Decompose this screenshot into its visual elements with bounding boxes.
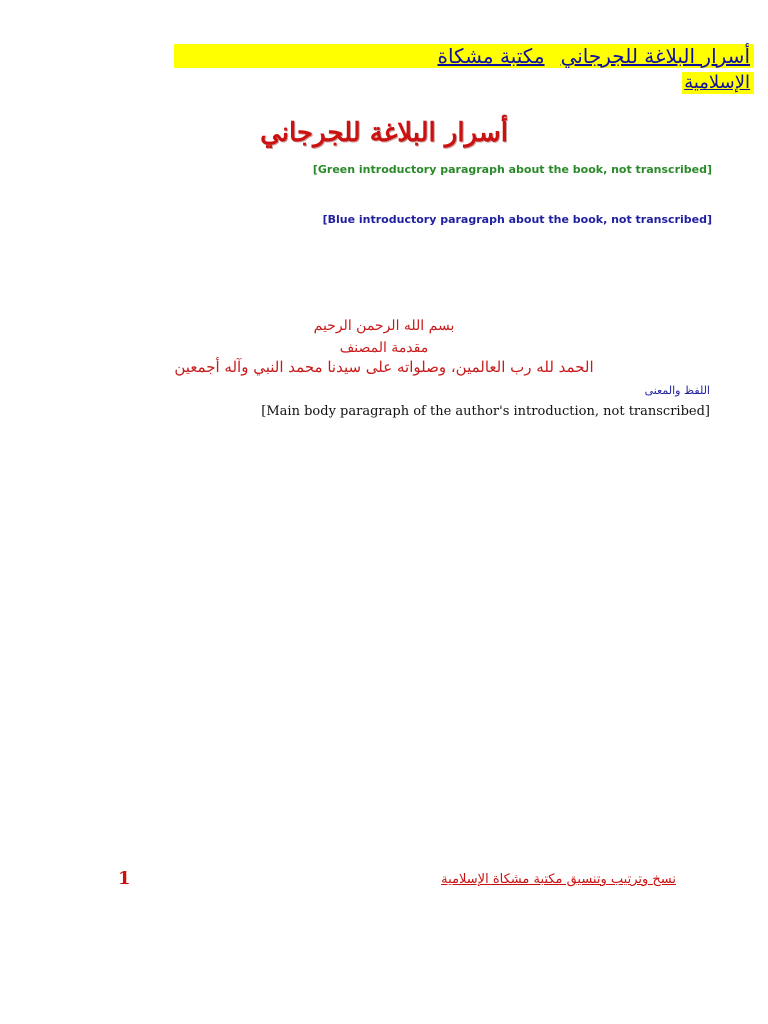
header-library-name: مكتبة مشكاة xyxy=(437,44,545,68)
running-header xyxy=(437,44,750,68)
header-library-name-continued: الإسلامية xyxy=(684,72,750,93)
section-title: مقدمة المصنف xyxy=(339,340,429,356)
body-paragraph: [Main body paragraph of the author's introduction, not transcribed] xyxy=(261,404,710,419)
basmala: بسم الله الرحمن الرحيم xyxy=(313,318,455,334)
opening-praise: الحمد لله رب العالمين، وصلواته على سيدنا محمد النبي وآله أجمعين xyxy=(174,358,594,376)
page-title: أسرار البلاغة للجرجاني xyxy=(260,118,508,148)
footer-credit: نسخ وترتيب وتنسيق مكتبة مشكاة الإسلامية xyxy=(441,872,676,887)
intro-paragraph-green: [Green introductory paragraph about the book, not transcribed] xyxy=(312,163,712,176)
header-book-title: أسرار البلاغة للجرجاني xyxy=(560,44,750,68)
intro-paragraph-blue: [Blue introductory paragraph about the book, not transcribed] xyxy=(322,213,712,226)
subheading: اللفظ والمعنى xyxy=(644,384,710,397)
page-number: 1 xyxy=(118,868,131,889)
